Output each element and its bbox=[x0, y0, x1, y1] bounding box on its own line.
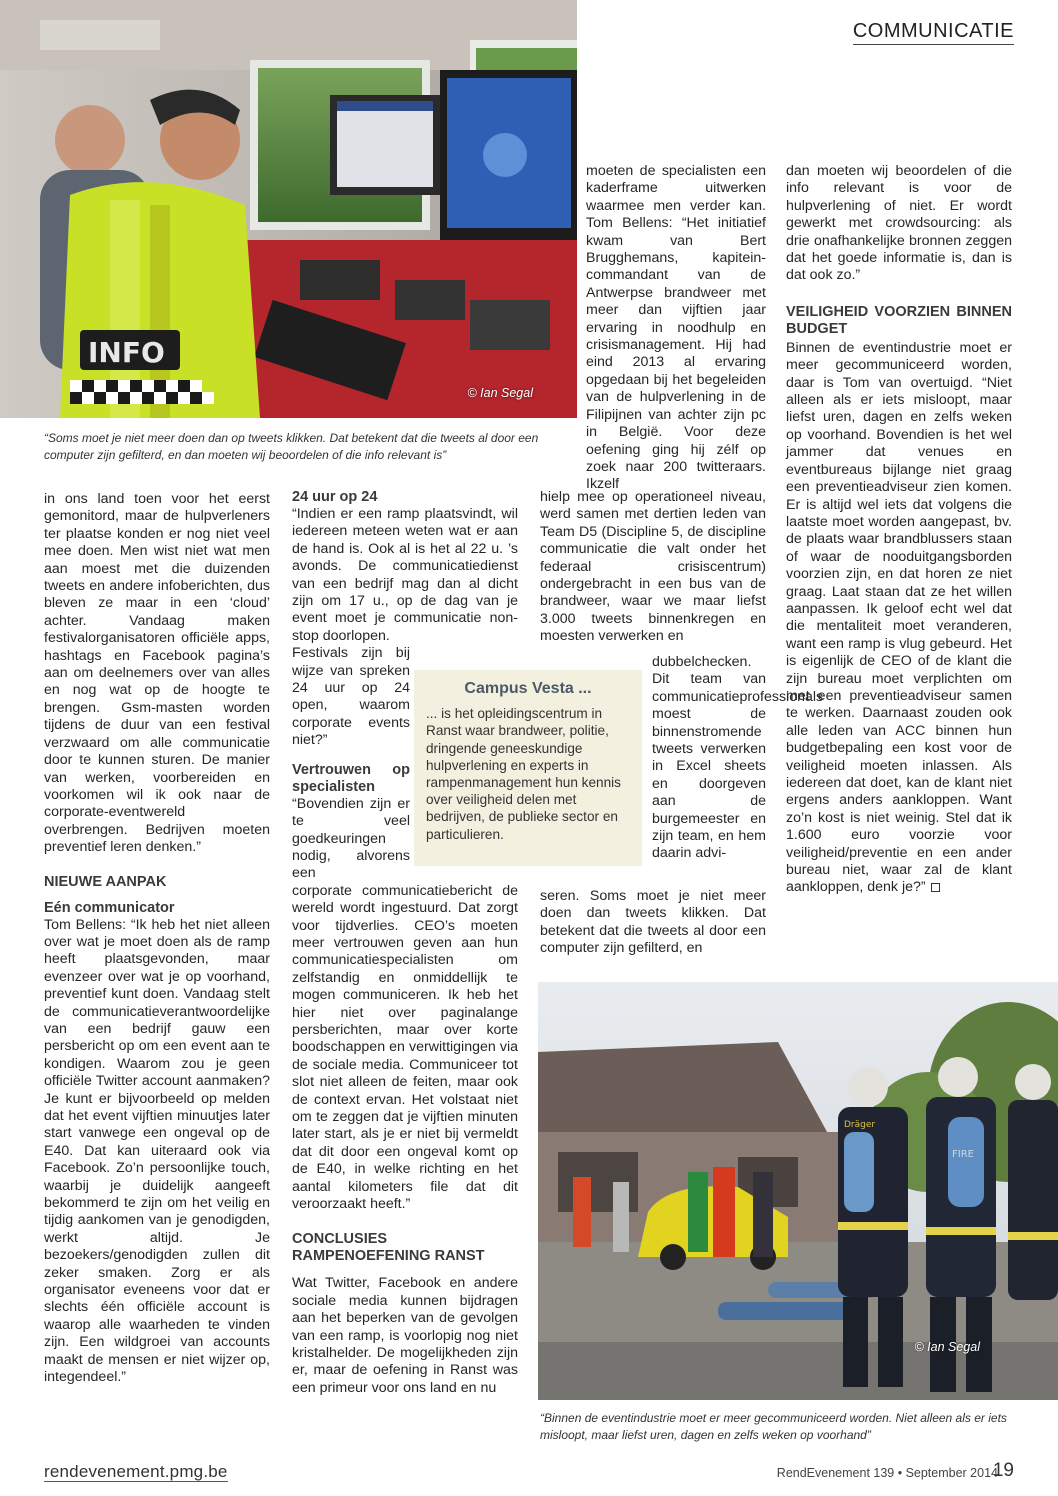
heading-24-uur: 24 uur op 24 bbox=[292, 489, 378, 505]
column-3-lower bbox=[540, 888, 766, 958]
col2-paragraph-1: “Indien er een ramp plaatsvindt, wil iedereen meteen weten wat er aan de hand is. Ook al is het al 22 u. ’s avonds. De communicatiedienst van een bedrijf mag dan al dicht zijn om 17 u., op de dag van je event moet je communicatie non-stop doorlopen. bbox=[292, 506, 518, 644]
col3-paragraph-1: moeten de specialisten een kaderframe uitwerken waarmee men verder kan. Tom Bellens: “Het initiatief kwam van Bert Brugghemans, kapitein-commandant van de Antwerpse brandweer met meer dan vijftien jaar ervaring in noodhulp en crisismanagement. Hij had eind 2013 al ervaring opgedaan bij het begeleiden van de hulpverlening in de Filipijnen van achter zijn pc in België. Voor deze oefening ging hij zélf op zoek naar 200 twitteraars. Ikzelf bbox=[586, 163, 766, 493]
col1-paragraph-1: in ons land toen voor het eerst gemonitord, maar de hulpverleners ter plaatse konden er nog niet veel mee doen. Men wist niet wat men aan moest met die duizenden tweets en andere infoberichten, dus bleven ze maar in een ‘cloud’ achter. Vandaag maken festivalorganisatoren officiële apps, hashtags en Facebook pagina’s aan om deelnemers over van alles en nog wat op de hoogte te brengen. Gsm-masten worden tijdens de duur van een festival verzwaard om alle communicatie door te kunnen sturen. De manier van werken, voorbereiden en voorkomen wil ik ook naar de corporate-eventwereld overbrengen. Bedrijven moeten preventief leren denken.” bbox=[44, 491, 270, 856]
col3-paragraph-2: hielp mee op operationeel niveau, werd samen met dertien leden van Team D5 (Discipline 5, de discipline communicatie die valt onder het federaal crisiscentrum) ondergebracht in een bus van de brandweer, waar we maar liefst 3.000 tweets binnenkregen en moesten verwerken en bbox=[540, 489, 766, 645]
column-2 bbox=[292, 489, 518, 1397]
sidebar-campus-vesta bbox=[414, 670, 642, 866]
column-1 bbox=[44, 491, 270, 1387]
photo-rescue-exercise bbox=[538, 982, 1058, 1400]
col4-paragraph-2 bbox=[786, 340, 1012, 897]
col3-paragraph-4: seren. Soms moet je niet meer doen dan tweets klikken. Dat betekent dat die tweets al door een computer zijn gefilterd, en bbox=[540, 888, 766, 957]
vest-info-text: INFO bbox=[88, 336, 165, 369]
heading-nieuwe-aanpak: NIEUWE AANPAK bbox=[44, 873, 167, 890]
page-number: 19 bbox=[992, 1460, 1014, 1481]
end-of-article-icon bbox=[931, 883, 940, 892]
col2-paragraph-2a: “Bovendien zijn er te veel goedkeuringen nodig, alvorens een bbox=[292, 795, 410, 882]
col4-paragraph-1: dan moeten wij beoordelen of die info relevant is voor de hulpverlening of niet. Er wordt gewerkt met crowdsourcing: als drie onafhankelijke bronnen zeggen dat het goede informatie is, dan is dat ook zo.” bbox=[786, 163, 1012, 284]
section-label: COMMUNICATIE bbox=[853, 20, 1014, 45]
helmet-brand-text: Dräger bbox=[844, 1120, 876, 1130]
back-fire-text: FIRE bbox=[952, 1149, 974, 1160]
footer-website-link[interactable]: rendevenement.pmg.be bbox=[44, 1462, 228, 1481]
col1-paragraph-2: Tom Bellens: “Ik heb het niet alleen over wat je moet doen als de ramp heeft plaatsgevonden, maar evenzeer over wat je op voorhand, preventief kunt doen. Vandaag stelt de communicatieverantwoordelijke van een bedrijf gauw een persbericht op om een event aan te kondigen. Waarom zou je geen officiële Twitter account aanmaken? Je kunt er bijvoorbeeld op melden dat het event vijftien minuutjes later start vanwege een ongeval op de E40. Dat kan uiteraard ook via Facebook. Zo’n persoonlijke touch, waarbij je duidelijk aangeeft bekommerd te zijn om het veilig en tijdig aankomen van je genodigden, werkt altijd. Je bezoekers/genodigden zullen dit zeker smaken. Zorg er als organisator eveneens voor dat er slechts één officiële account is waarop alle waarheden te vinden zijn. Een wildgroei van accounts maakt de mensen er niet wijzer op, integendeel.” bbox=[44, 916, 270, 1386]
heading-vertrouwen: Vertrouwen op specialisten bbox=[292, 761, 410, 795]
sidebar-body: ... is het opleidingscentrum in Ranst waar brandweer, politie, dringende geneeskundige hulpverlening en experts in rampenmanagement hun kennis over veiligheid delen met bedrijven, de publieke sector en particulieren. bbox=[426, 706, 621, 842]
photo-control-room bbox=[0, 0, 577, 418]
photo-credit-bottom: © Ian Segal bbox=[914, 1340, 980, 1354]
col4-paragraph-2-text: Binnen de eventindustrie moet er meer gecommuniceerd worden, daar is Tom van overtuigd. “Niet alleen als er iets misloopt, maar liefst uren, dagen en zelfs weken op voorhand. Bovendien is het wel jammer dat venues en eventbureaus bijlange niet graag een preventieadviseur zien komen. Er is altijd wel iets dat volgens die laatste moet worden aangepast, bv. de plaats waar brandblussers staan of waar de nooduitgangsborden voorzien zijn, en dat horen ze niet graag. Laat staan dat ze het willen aanpassen. Ik geloof echt wel dat die mentaliteit moet veranderen, want een ramp is vlug gebeurd. Het is eigenlijk de CEO of de klant die zijn bureau moet verplichten om met een preventieadviseur samen te werken. Daarnaast zouden ook alle leden van ACC binnen hun budgetbepaling een kost voor de veiligheid moeten inlassen. Als iedereen dat doet, kan de klant niet ergens anders aankloppen. Want zo’n kost is niet weinig. Stel dat ik 1.600 euro voorzie voor veiligheid/preventie en een ander bureau niet, waar zal de klant aankloppen, denk je?” bbox=[786, 339, 1012, 896]
column-3-middle bbox=[540, 489, 766, 646]
sidebar-title: Campus Vesta ... bbox=[464, 680, 592, 697]
heading-een-communicator: Eén communicator bbox=[44, 899, 175, 916]
heading-veiligheid: VEILIGHEID VOORZIEN BINNEN BUDGET bbox=[786, 303, 1012, 337]
col2-paragraph-2b: corporate communicatiebericht de wereld wordt ingestuurd. Dat zorgt voor tijdverlies. CEO’s moeten meer vertrouwen geven aan hun communicatiespecialisten om zelfstandig en onmiddellijk te mogen communiceren. Ik heb het hier niet over paginalange persberichten, maar over korte boodschappen en verwittigingen via de sociale media. Communiceer tot slot niet alleen de feiten, maar ook de context ervan. Het volstaat niet om te zeggen dat je vijftien minuten later start, als je er niet bij vermeldt dat dit door een ongeval komt op de E40, in welke richting en het aantal kilometers file dat dit veroorzaakt heeft.” bbox=[292, 882, 518, 1213]
col2-paragraph-1b: Festivals zijn bij wijze van spreken 24 uur op 24 open, waarom corporate events niet?” bbox=[292, 645, 410, 749]
column-3-beside-box bbox=[652, 654, 824, 863]
heading-conclusies: CONCLUSIES RAMPENOEFENING RANST bbox=[292, 1231, 485, 1265]
photo-credit-top: © Ian Segal bbox=[467, 386, 533, 400]
column-3-upper bbox=[586, 163, 766, 494]
caption-bottom: “Binnen de eventindustrie moet er meer gecommuniceerd worden. Niet alleen als er iets misloopt, maar liefst uren, dagen en zelfs weken op voorhand” bbox=[540, 1411, 1007, 1442]
column-4 bbox=[786, 163, 1012, 897]
caption-top: “Soms moet je niet meer doen dan op tweets klikken. Dat betekent dat die tweets al door een computer zijn gefilterd, en dan moeten wij beoordelen of die info relevant is” bbox=[44, 431, 539, 462]
footer-issue-info: RendEvenement 139 • September 2014 bbox=[776, 1466, 998, 1480]
col2-paragraph-3: Wat Twitter, Facebook en andere sociale media kunnen bijdragen aan het beperken van de gevolgen van een ramp, is voorlopig nog niet kristalhelder. De mogelijkheden zijn er, maar de oefening in Ranst was een primeur voor ons land en nu bbox=[292, 1275, 518, 1396]
col3-paragraph-3: dubbelchecken. Dit team van communicatieprofessionals moest de binnenstromende tweets verwerken in Excel sheets en doorgeven aan de burgemeester en zijn team, en hem daarin advi- bbox=[652, 654, 824, 862]
